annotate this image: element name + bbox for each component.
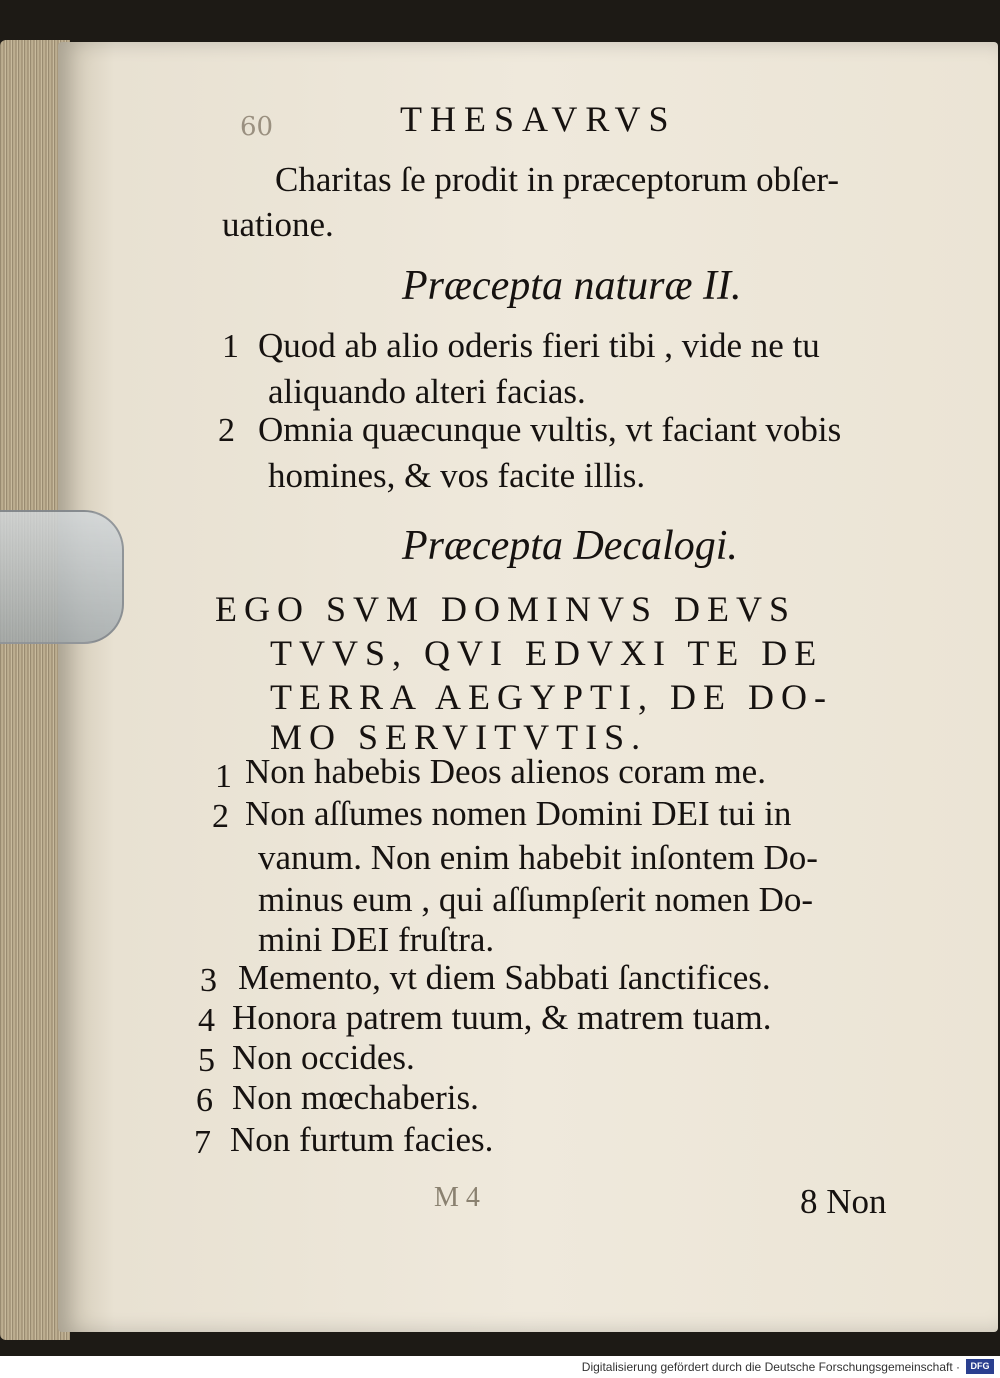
text-line: Charitas ſe prodit in præceptorum obſer- [275,160,840,199]
item-number: 3 [200,962,217,999]
text-line: vanum. Non enim habebit inſontem Do- [258,838,818,877]
item-number: 7 [194,1124,211,1161]
digitization-credit-bar [0,1356,1000,1378]
text-line: Non mœchaberis. [232,1078,479,1117]
text-line: Non furtum facies. [230,1120,494,1159]
signature-mark: M 4 [434,1182,480,1213]
running-head: THESAVRVS [400,99,677,139]
item-number: 1 [222,328,239,365]
text-line: Honora patrem tuum, & matrem tuam. [232,998,772,1037]
section-heading: Præcepta naturæ II. [402,263,742,309]
caps-line: TVVS, QVI EDVXI TE DE [270,633,824,673]
text-line: minus eum , qui aſſumpſerit nomen Do- [258,880,814,919]
text-line: uatione. [222,205,334,244]
dfg-logo-icon: DFG [966,1359,994,1374]
text-line: mini DEI fruſtra. [258,920,495,959]
text-line: Memento, vt diem Sabbati ſanctifices. [238,958,771,997]
text-line: Non habebis Deos alienos coram me. [245,752,766,791]
text-line: Non occides. [232,1038,415,1077]
text-line: aliquando alteri facias. [268,372,586,411]
text-line: Omnia quæcunque vultis, vt faciant vobis [258,410,842,449]
caps-line: MO SERVITVTIS. [270,717,648,757]
caps-line: EGO SVM DOMINVS DEVS [215,589,797,629]
section-heading: Præcepta Decalogi. [402,523,738,569]
item-number: 2 [218,412,235,449]
item-number: 4 [198,1002,215,1039]
item-number: 2 [212,798,229,835]
text-line: Non aſſumes nomen Domini DEI tui in [245,794,792,833]
text-line: Quod ab alio oderis fieri tibi , vide ne tu [258,326,820,365]
catchword: 8 Non [800,1182,887,1221]
folio-number: 60 [240,112,274,142]
caps-line: TERRA AEGYPTI, DE DO- [270,677,833,717]
credit-text: Digitalisierung gefördert durch die Deutsche Forschungsgemeinschaft · [581,1360,960,1374]
text-line: homines, & vos facite illis. [268,456,646,495]
item-number: 6 [196,1082,213,1119]
item-number: 1 [215,758,232,795]
item-number: 5 [198,1042,215,1079]
